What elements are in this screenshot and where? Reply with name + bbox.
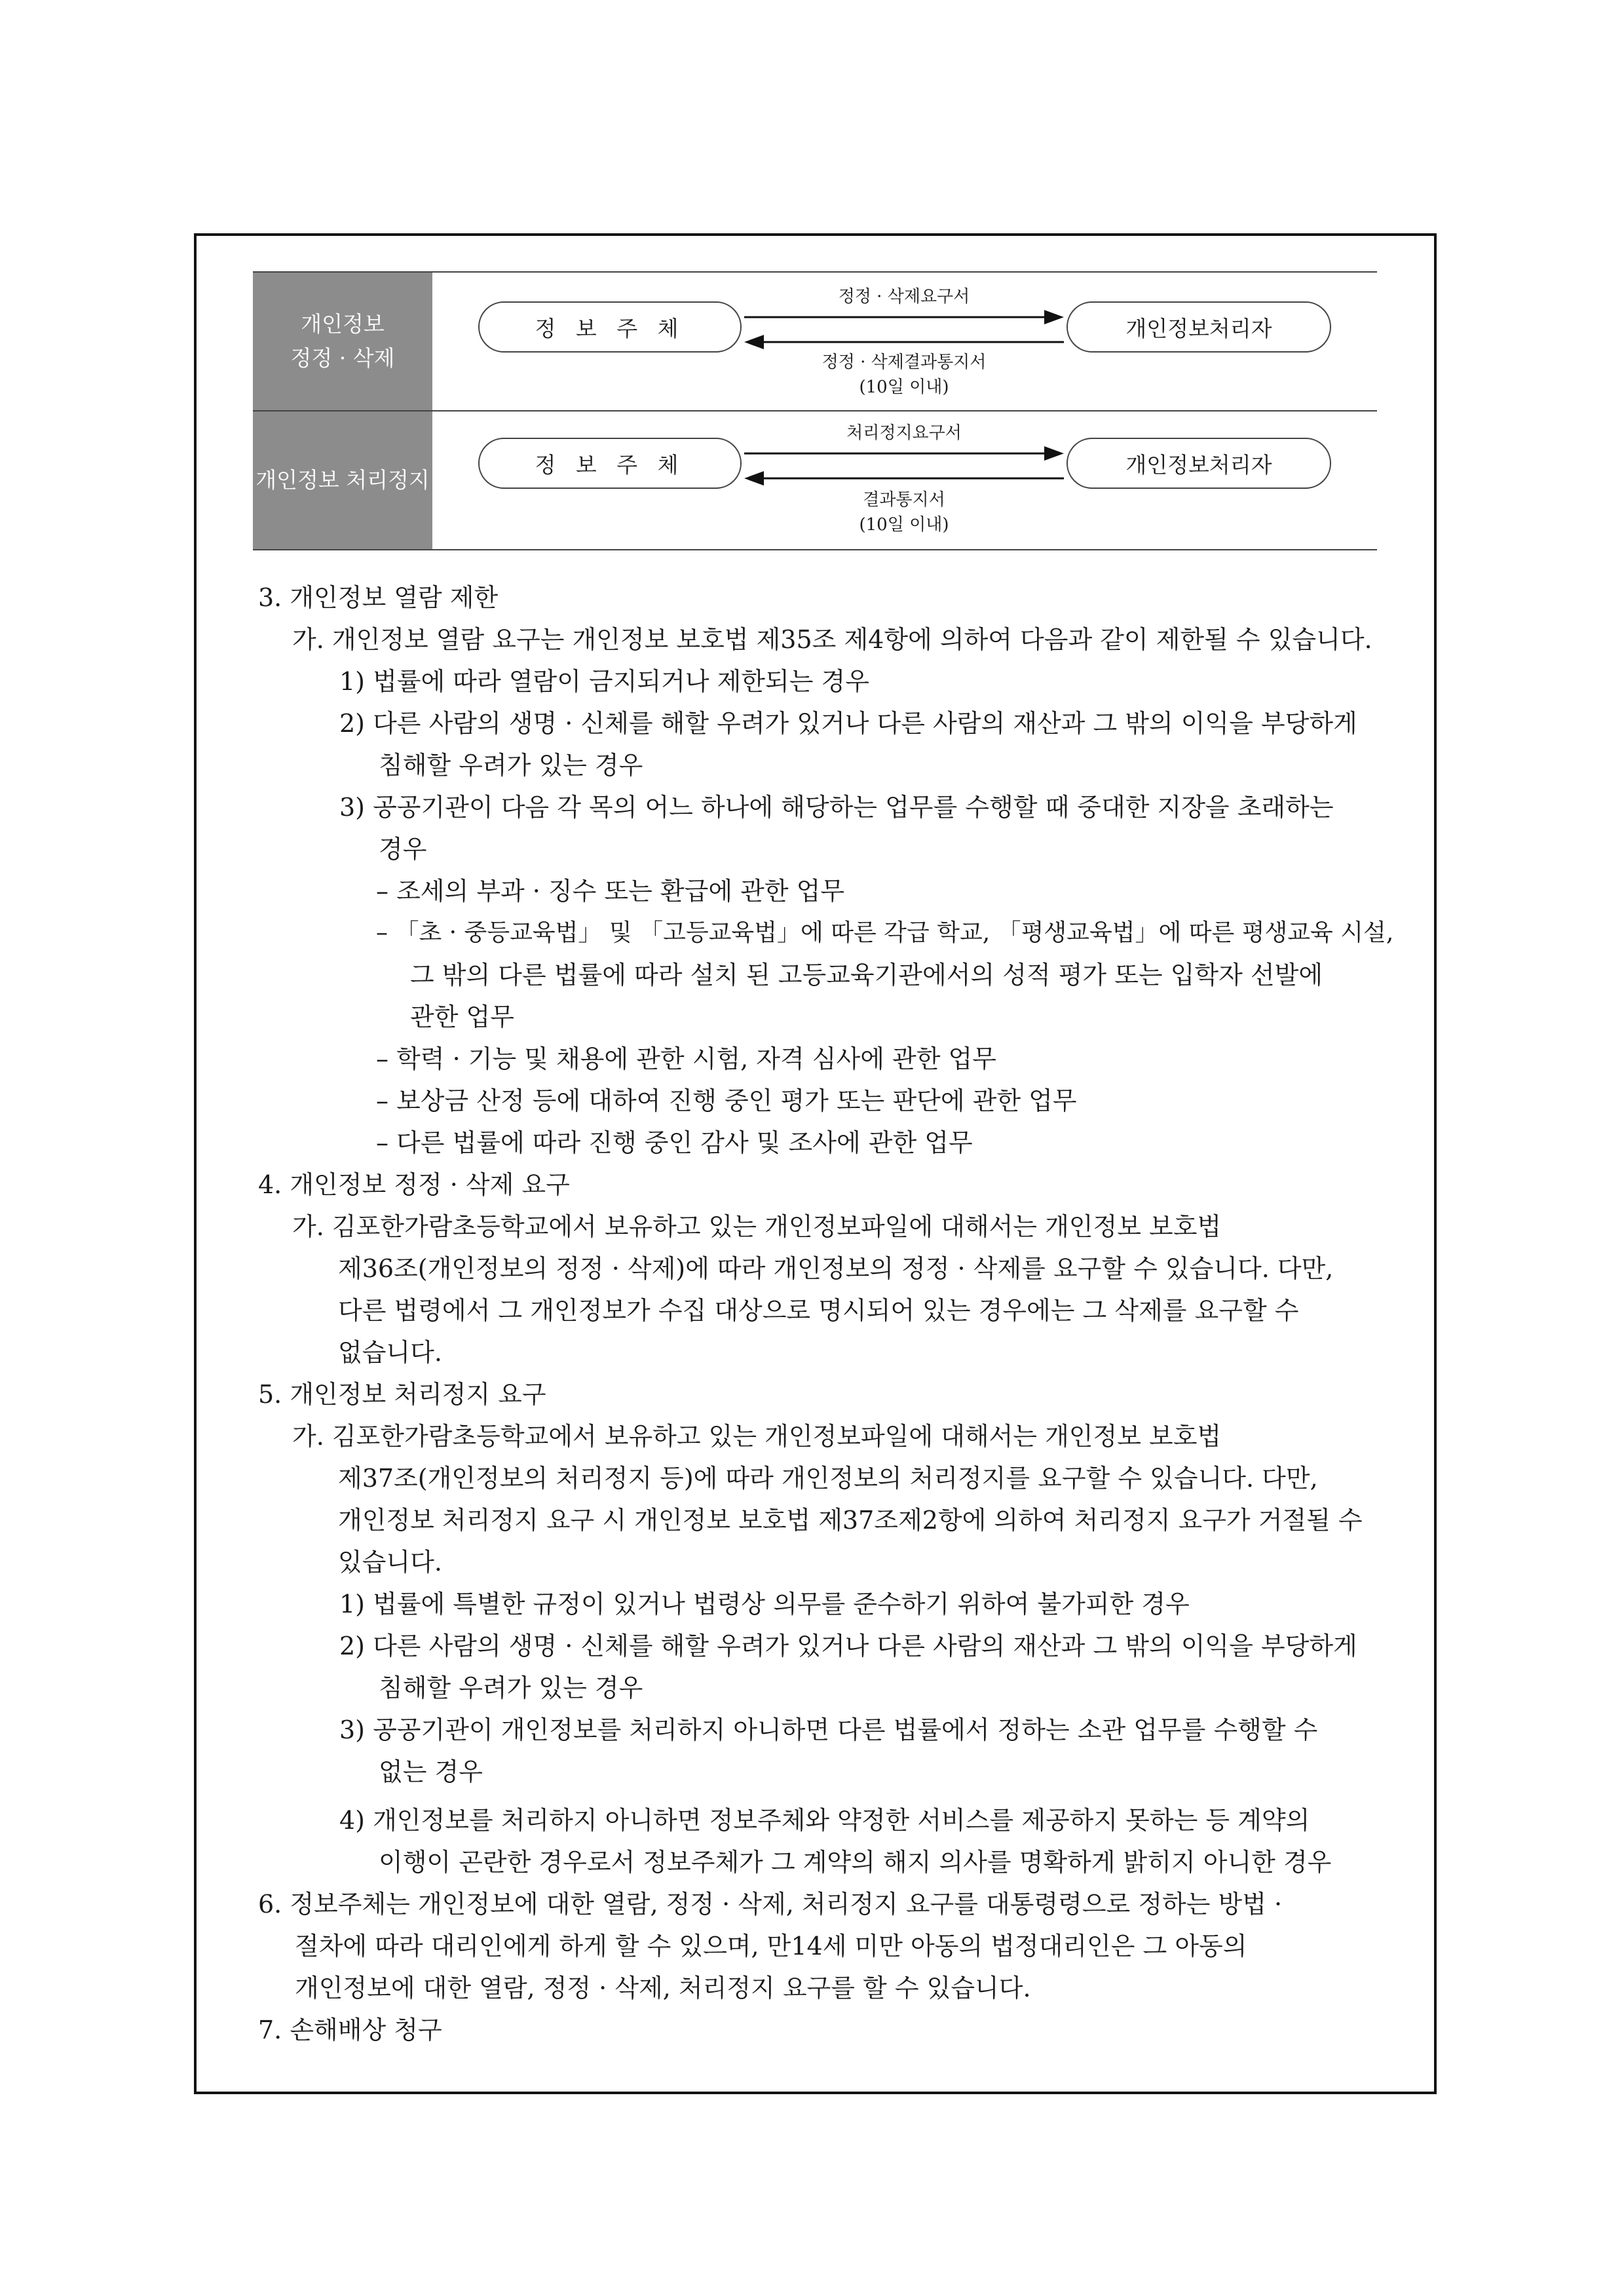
section-heading: 5. 개인정보 처리정지 요구 [258,1380,546,1409]
paragraph-line: 있습니다. [338,1548,442,1577]
dash-item: – 조세의 부과 · 징수 또는 환급에 관한 업무 [376,877,845,906]
list-item-cont: 경우 [379,835,427,864]
data-subject-box: 정 보 주 체 [478,438,742,489]
data-controller-box: 개인정보처리자 [1067,301,1331,353]
list-item: 1) 법률에 특별한 규정이 있거나 법령상 의무를 준수하기 위하여 불가피한 경우 [339,1590,1190,1618]
paragraph-line: 다른 법령에서 그 개인정보가 수집 대상으로 명시되어 있는 경우에는 그 삭제를 요구할 수 [338,1296,1299,1325]
data-subject-box: 정 보 주 체 [478,301,742,353]
arrow-top-label: 정정 · 삭제요구서 [838,287,970,307]
diagram-row-label: 개인정보 처리정지 [253,411,432,549]
process-diagram [253,271,1377,550]
section-heading: 6. 정보주체는 개인정보에 대한 열람, 정정 · 삭제, 처리정지 요구를 대통령령으로 정하는 방법 · [258,1890,1283,1919]
section-heading: 7. 손해배상 청구 [258,2016,442,2044]
paragraph-line: 가. 김포한가람초등학교에서 보유하고 있는 개인정보파일에 대해서는 개인정보 보호법 [292,1212,1222,1241]
list-item: 4) 개인정보를 처리하지 아니하면 정보주체와 약정한 서비스를 제공하지 못하는 등 계약의 [339,1806,1310,1835]
list-item: 3) 공공기관이 다음 각 목의 어느 하나에 해당하는 업무를 수행할 때 중대한 지장을 초래하는 [339,793,1334,822]
diagram-row-correction [253,271,1377,410]
paragraph-line: 개인정보에 대한 열람, 정정 · 삭제, 처리정지 요구를 할 수 있습니다. [295,1974,1031,2002]
diagram-row-label: 개인정보 정정 · 삭제 [253,273,432,410]
arrow-top-label: 처리정지요구서 [846,423,962,443]
dash-item-cont: 관한 업무 [410,1003,514,1031]
diagram-row-suspension [253,410,1377,550]
left-arrow-icon [744,333,1064,351]
arrow-bottom-label: 정정 · 삭제결과통지서 [821,353,987,372]
dash-item: – 다른 법률에 따라 진행 중인 감사 및 조사에 관한 업무 [376,1128,973,1157]
list-item-cont: 이행이 곤란한 경우로서 정보주체가 그 계약의 해지 의사를 명확하게 밝히지 아니한 경우 [379,1848,1332,1877]
paragraph-line: 절차에 따라 대리인에게 하게 할 수 있으며, 만14세 미만 아동의 법정대리인은 그 아동의 [295,1932,1247,1961]
paragraph-line: 가. 김포한가람초등학교에서 보유하고 있는 개인정보파일에 대해서는 개인정보 보호법 [292,1422,1222,1451]
list-item-cont: 침해할 우려가 있는 경우 [379,751,643,780]
list-item: 1) 법률에 따라 열람이 금지되거나 제한되는 경우 [339,667,869,696]
list-item-cont: 없는 경우 [379,1757,483,1786]
left-arrow-icon [744,469,1064,488]
list-item: 3) 공공기관이 개인정보를 처리하지 아니하면 다른 법률에서 정하는 소관 업무를 수행할 수 [339,1715,1318,1744]
arrow-bottom-label: 결과통지서 [863,490,945,510]
paragraph-line: 제37조(개인정보의 처리정지 등)에 따라 개인정보의 처리정지를 요구할 수 있습니다. 다만, [338,1464,1318,1493]
arrow-bottom-note: (10일 이내) [859,515,949,535]
dash-item: – 학력 · 기능 및 채용에 관한 시험, 자격 심사에 관한 업무 [376,1044,996,1073]
list-item: 2) 다른 사람의 생명 · 신체를 해할 우려가 있거나 다른 사람의 재산과 그 밖의 이익을 부당하게 [339,1632,1357,1660]
arrow-bottom-note: (10일 이내) [859,377,949,397]
paragraph-line: 없습니다. [338,1338,442,1367]
list-item: 2) 다른 사람의 생명 · 신체를 해할 우려가 있거나 다른 사람의 재산과 그 밖의 이익을 부당하게 [339,709,1357,738]
paragraph-line: 개인정보 처리정지 요구 시 개인정보 보호법 제37조제2항에 의하여 처리정지 요구가 거절될 수 [338,1506,1363,1535]
right-arrow-icon [744,444,1064,463]
section-heading: 4. 개인정보 정정 · 삭제 요구 [258,1170,570,1199]
section-heading: 3. 개인정보 열람 제한 [258,583,499,612]
dash-item: – 「초 · 중등교육법」 및 「고등교육법」에 따른 각급 학교, 「평생교육법」에 따른 평생교육 시설, [376,919,1394,946]
list-item-cont: 침해할 우려가 있는 경우 [379,1674,643,1702]
dash-item: – 보상금 산정 등에 대하여 진행 중인 평가 또는 판단에 관한 업무 [376,1086,1077,1115]
dash-item-cont: 그 밖의 다른 법률에 따라 설치 된 고등교육기관에서의 성적 평가 또는 입학자 선발에 [410,961,1323,989]
data-controller-box: 개인정보처리자 [1067,438,1331,489]
paragraph-line: 제36조(개인정보의 정정 · 삭제)에 따라 개인정보의 정정 · 삭제를 요구할 수 있습니다. 다만, [338,1254,1334,1283]
right-arrow-icon [744,308,1064,326]
paragraph-line: 가. 개인정보 열람 요구는 개인정보 보호법 제35조 제4항에 의하여 다음과 같이 제한될 수 있습니다. [292,625,1372,654]
